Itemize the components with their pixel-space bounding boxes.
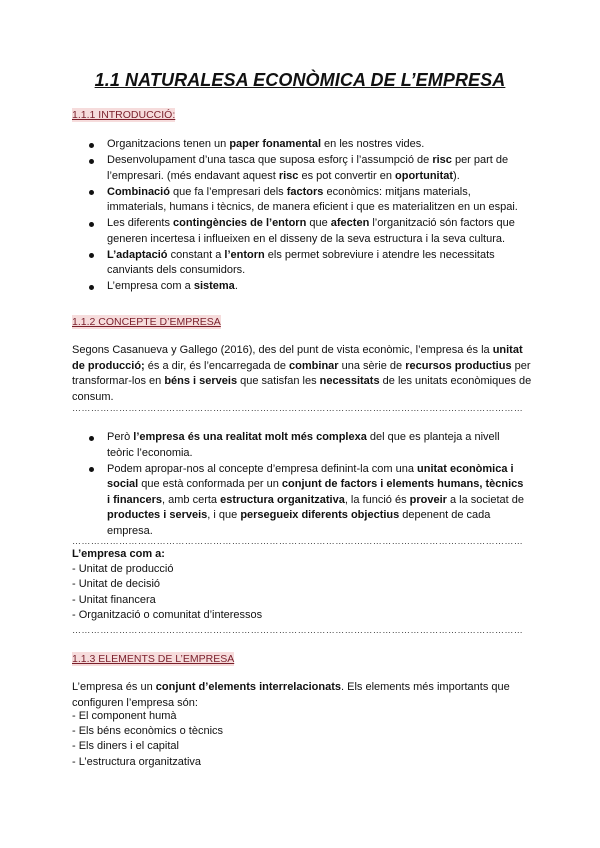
text-run: en les nostres vides. [321,138,425,150]
text-run: l’organització són factors que generen incertesa i influeixen en el disseny de la seva estructura i la seva cultura. [107,217,515,245]
bullet-item [72,430,527,461]
text-run: , amb certa [162,493,221,506]
bold-text: afecten [330,217,370,229]
bold-text: recursos productius [405,359,512,372]
text-run: que [306,217,331,229]
bold-text: sistema [193,280,235,292]
text-run: depenent de cada empresa. [107,509,491,537]
company-as-list [72,547,532,623]
bold-text: l’entorn [224,248,265,261]
concept-bullet-list [72,430,527,540]
section-heading-introduccio [72,109,175,121]
bold-text: conjunt de factors i elements humans, tècnics i financers [107,478,524,506]
text-run: L’empresa com a [107,280,194,292]
bullet-dot-icon [89,436,94,441]
elements-paragraph [72,680,532,711]
bold-text: unitat de producció; [72,344,523,372]
bullet-dot-icon [89,143,94,148]
section-heading-elements [72,653,234,665]
section-heading-text: 1.1.2 CONCEPTE D’EMPRESA [72,316,221,328]
list-item: - Els béns econòmics o tècnics [72,725,224,738]
text-run: per transformar-los en [72,359,531,387]
bold-text: factors [286,185,324,198]
bullet-item [72,216,527,247]
section-heading-text: 1.1.3 ELEMENTS DE L’EMPRESA [72,653,235,665]
bold-text: oportunitat [395,169,454,182]
text-run: del que es planteja a nivell teòric l’economia. [107,431,500,459]
text-run: Segons Casanueva y Gallego (2016), des del punt de vista econòmic, l’empresa és la [72,344,493,356]
text-run: de les unitats econòmiques de consum. [72,375,532,403]
text-run: Desenvolupament d’una tasca que suposa esforç i l’assumpció de [107,154,433,166]
list-item: - El component humà [72,710,177,722]
bullet-item [72,137,527,153]
bold-text: Combinació [107,185,170,198]
bold-text: risc [432,154,452,166]
list-item: - Organització o comunitat d’interessos [72,608,263,621]
list-item: - Unitat financera [72,593,156,606]
section-heading-text: 1.1.1 INTRODUCCIÓ: [72,109,176,121]
text-run: Organitzacions tenen un [107,138,230,150]
list-item: - Unitat de producció [72,563,174,576]
text-run: que fa l’empresari dels [169,185,287,198]
text-run: una sèrie de [338,359,406,372]
bold-text: necessitats [319,375,380,387]
bullet-dot-icon [89,222,94,227]
bold-text: productes i serveis [107,509,208,521]
text-run: L’empresa és un [72,681,156,693]
bold-text: L’adaptació [107,248,168,261]
bullet-item [72,185,527,216]
bold-text: unitat econòmica i social [107,462,514,490]
text-run: Podem apropar-nos al concepte d’empresa definint-la com una [107,462,418,475]
list-item: - Unitat de decisió [72,578,161,591]
text-run: Però [107,431,134,443]
bold-text: l’empresa és una realitat molt més complexa [133,431,367,443]
text-run: , i que [207,509,241,521]
bullet-dot-icon [89,285,94,290]
text-run: . [234,280,238,292]
list-item: - Els diners i el capital [72,740,179,753]
bold-text: proveir [409,493,447,506]
bold-text: béns i serveis [164,375,238,387]
bullet-item [72,248,527,279]
text-run: es pot convertir en [298,169,395,182]
text-run: a la societat de [446,493,524,506]
dotted-separator: ……………………………………………………………………………………………………………………………… [72,403,524,413]
bold-text: conjunt d’elements interrelacionats [155,681,341,693]
bullet-item [72,279,527,295]
intro-bullet-list [72,137,527,295]
bullet-dot-icon [89,467,94,472]
bold-text: risc [278,169,299,182]
bullet-item [72,462,527,540]
bullet-dot-icon [89,159,94,164]
bold-text: combinar [289,359,339,372]
text-run: ). [453,169,460,182]
bullet-dot-icon [89,190,94,195]
text-run: . Els elements més importants que configuren l’empresa són: [72,681,510,709]
page-title: 1.1 NATURALESA ECONÒMICA DE L’EMPRESA [94,70,506,90]
bold-text: estructura organitzativa [220,493,345,506]
bullet-dot-icon [89,253,94,258]
text-run: els permet sobreviure i atendre les necessitats canviants dels consumidors. [107,248,495,276]
section-heading-concepte [72,316,221,328]
text-run: Les diferents [107,217,174,229]
dotted-separator: ……………………………………………………………………………………………………………………………… [72,536,524,546]
text-run: que està conformada per un [138,478,282,490]
bold-text: paper fonamental [229,138,321,150]
concept-paragraph [72,343,532,405]
text-run: econòmics: mitjans materials, immaterials, humans i tècnics, de manera eficient i que es materialitzen en un espai. [107,185,518,213]
list-title: L’empresa com a: [72,548,165,560]
elements-list [72,709,532,770]
text-run: per part de l’empresari. (més endavant aquest [107,154,509,182]
text-run: constant a [167,248,225,261]
bullet-item [72,153,527,184]
bold-text: contingències de l’entorn [173,217,307,229]
bold-text: persegueix diferents objectius [240,509,400,521]
text-run: que satisfan les [237,375,320,387]
text-run: , la funció és [344,493,410,506]
dotted-separator: ……………………………………………………………………………………………………………………………… [72,625,524,635]
list-item: - L’estructura organitzativa [72,755,202,768]
text-run: és a dir, és l’encarregada de [144,359,290,372]
